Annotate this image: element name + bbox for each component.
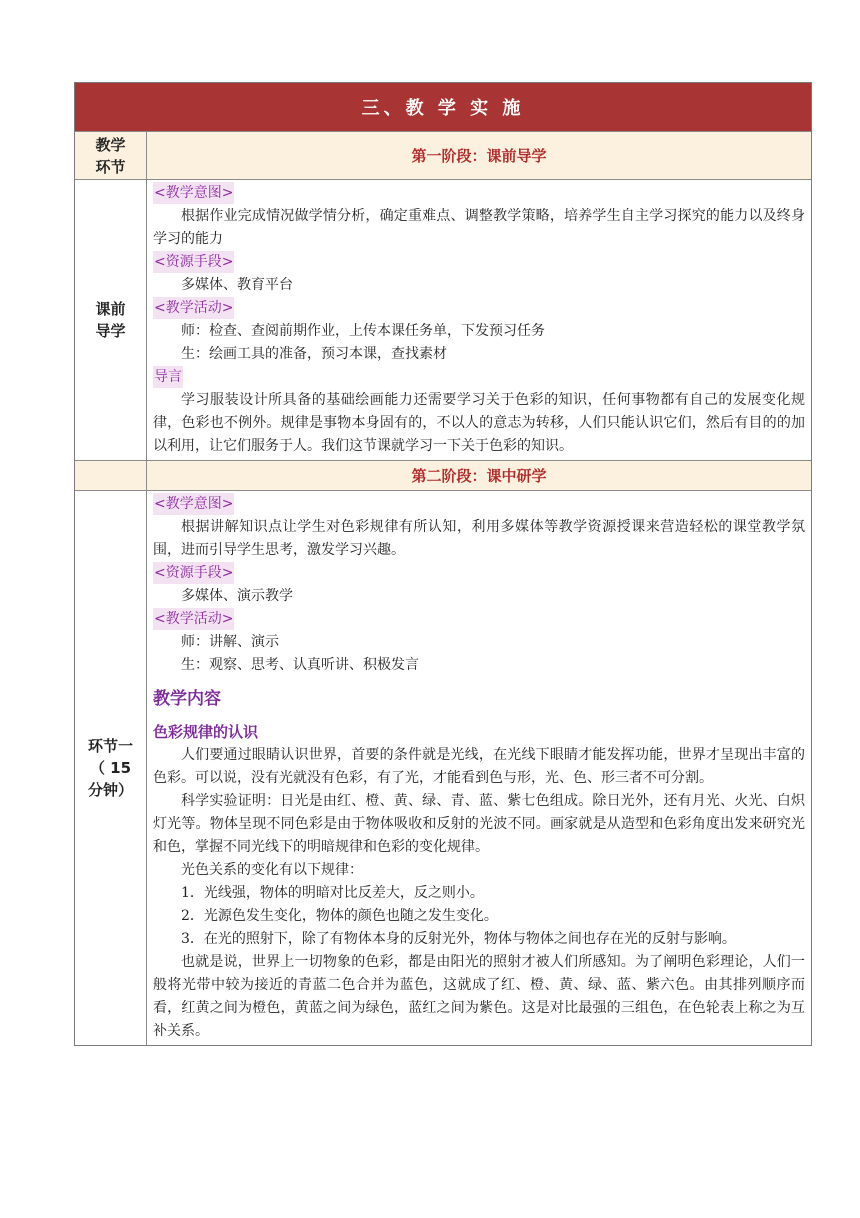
teacher-activity: 师：检查、查阅前期作业，上传本课任务单，下发预习任务 [181, 323, 545, 339]
color-rules-heading: 色彩规律的认识 [153, 723, 259, 741]
header-row [75, 131, 811, 179]
stage-two-row [75, 460, 811, 490]
intro-text: 学习服装设计所具备的基础绘画能力还需要学习关于色彩的知识，任何事物都有自己的发展变化规律，色彩也不例外。规律是事物本身固有的，不以人的意志为转移，人们只能认识它们，然后有目的的加以利用，让它们服务于人。我们这节课就学习一下关于色彩的知识。 [153, 392, 805, 454]
rule-item-3: 3．在光的照射下，除了有物体本身的反射光外，物体与物体之间也存在光的反射与影响。 [181, 931, 736, 947]
student-activity: 生：观察、思考、认真听讲、积极发言 [181, 657, 419, 673]
resource-text: 多媒体、教育平台 [181, 277, 293, 293]
paragraph-rules-intro: 光色关系的变化有以下规律： [181, 862, 363, 878]
paragraph-complementary: 也就是说，世界上一切物象的色彩，都是由阳光的照射才被人们所感知。为了阐明色彩理论，人们一般将光带中较为接近的青蓝二色合并为蓝色，这就成了红、橙、黄、绿、蓝、紫六色。由其排列顺序而看，红黄之间为橙色，黄蓝之间为绿色，蓝红之间为紫色。这是对比最强的三组色，在色轮表上称之为互补关系。 [153, 954, 805, 1039]
pre-class-row [75, 179, 811, 460]
tag-activity: <教学活动> [153, 297, 234, 319]
lesson-table [74, 82, 812, 1046]
segment-one-row [75, 490, 811, 1045]
tag-activity: <教学活动> [153, 608, 234, 630]
tag-teaching-intent: <教学意图> [153, 182, 234, 204]
tag-intro: 导言 [153, 366, 183, 388]
stage-two-empty-cell [75, 461, 147, 490]
teacher-activity: 师：讲解、演示 [181, 634, 279, 650]
intent-text: 根据讲解知识点让学生对色彩规律有所认知，利用多媒体等教学资源授课来营造轻松的课堂教学氛围，进而引导学生思考，激发学习兴趣。 [153, 519, 805, 558]
segment-one-content [147, 491, 811, 1045]
pre-class-label: 课前 导学 [75, 180, 147, 460]
table-title [75, 83, 811, 131]
stage-one-heading: 第一阶段：课前导学 [147, 132, 811, 179]
table-title-text: 三、教 学 实 施 [361, 98, 525, 119]
column-header-phase: 教学 环节 [75, 132, 147, 179]
tag-teaching-intent: <教学意图> [153, 493, 234, 515]
stage-two-heading: 第二阶段：课中研学 [147, 461, 811, 490]
rule-item-1: 1．光线强，物体的明暗对比反差大，反之则小。 [181, 885, 484, 901]
intent-text: 根据作业完成情况做学情分析，确定重难点、调整教学策略，培养学生自主学习探究的能力以及终身学习的能力 [153, 208, 805, 247]
tag-resources: <资源手段> [153, 251, 234, 273]
tag-resources: <资源手段> [153, 562, 234, 584]
paragraph-light: 人们要通过眼睛认识世界，首要的条件就是光线，在光线下眼睛才能发挥功能，世界才呈现出丰富的色彩。可以说，没有光就没有色彩，有了光，才能看到色与形，光、色、形三者不可分割。 [153, 747, 805, 786]
student-activity: 生：绘画工具的准备，预习本课，查找素材 [181, 346, 447, 362]
paragraph-experiment: 科学实验证明：日光是由红、橙、黄、绿、青、蓝、紫七色组成。除日光外，还有月光、火光、白炽灯光等。物体呈现不同色彩是由于物体吸收和反射的光波不同。画家就是从造型和色彩角度出发来研究光和色，掌握不同光线下的明暗规律和色彩的变化规律。 [153, 793, 805, 855]
resource-text: 多媒体、演示教学 [181, 588, 293, 604]
teaching-content-heading: 教学内容 [153, 689, 221, 709]
segment-one-label: 环节一 （ 15 分钟） [75, 491, 147, 1045]
rule-item-2: 2．光源色发生变化，物体的颜色也随之发生变化。 [181, 908, 498, 924]
pre-class-content [147, 180, 811, 460]
